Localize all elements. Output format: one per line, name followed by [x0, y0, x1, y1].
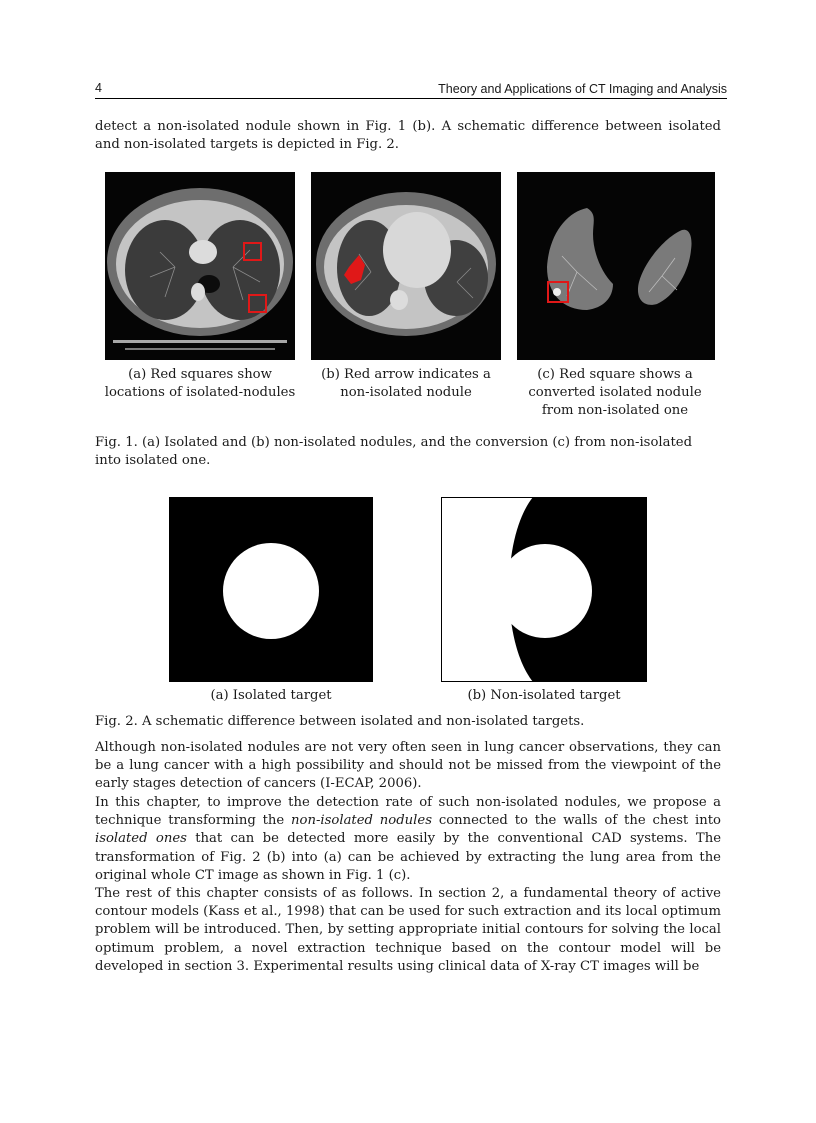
running-title: Theory and Applications of CT Imaging and Analysis	[438, 82, 727, 96]
non-isolated-target-image	[441, 497, 647, 682]
isolated-target-image	[169, 497, 373, 682]
emphasis-non-isolated: non-isolated nodules	[291, 813, 432, 829]
ct-image-a	[105, 172, 295, 360]
ct-image-b	[311, 172, 501, 360]
emphasis-isolated: isolated ones	[95, 831, 187, 847]
page-number: 4	[95, 81, 102, 95]
body-paragraph-1: Although non-isolated nodules are not very often seen in lung cancer observations, they can be a lung cancer with a high possibility and should not be missed from the viewpoint of the early stages detection of cancers (I-ECAP, 2006).	[95, 740, 721, 792]
ct-image-c	[517, 172, 715, 360]
intro-paragraph: detect a non-isolated nodule shown in Fig. 1 (b). A schematic difference between isolated and non-isolated targets is depicted in Fig. 2.	[95, 119, 721, 153]
fig1-caption: Fig. 1. (a) Isolated and (b) non-isolated nodules, and the conversion (c) from non-isolated into isolated one.	[95, 435, 693, 469]
running-header	[95, 80, 727, 99]
fig1-subcaption-b: (b) Red arrow indicates a non-isolated nodule	[321, 367, 491, 401]
fig2-caption: Fig. 2. A schematic difference between isolated and non-isolated targets.	[95, 714, 585, 729]
fig1-subcaption-c: (c) Red square shows a converted isolated nodule from non-isolated one	[528, 367, 702, 419]
body-paragraph-2: In this chapter, to improve the detection rate of such non-isolated nodules, we propose a technique transforming the non-isolated nodules connected to the walls of the chest into isolated ones that can be detected more easily by the conventional CAD systems. The transformation of Fig. 2 (b) into (a) can be achieved by extracting the lung area from the original whole CT image as shown in Fig. 1 (c).	[95, 795, 721, 883]
fig2-subcaption-b: (b) Non-isolated target	[467, 688, 621, 703]
fig1-subcaption-a: (a) Red squares show locations of isolated-nodules	[104, 367, 296, 401]
body-paragraph-3: The rest of this chapter consists of as follows. In section 2, a fundamental theory of active contour models (Kass et al., 1998) that can be used for such extraction and its local optimum problem will be introduced. Then, by setting appropriate initial contours for solving the local optimum problem, a novel extraction technique based on the contour model will be developed in section 3. Experimental results using clinical data of X-ray CT images will be	[95, 886, 721, 974]
fig2-subcaption-a: (a) Isolated target	[210, 688, 332, 703]
